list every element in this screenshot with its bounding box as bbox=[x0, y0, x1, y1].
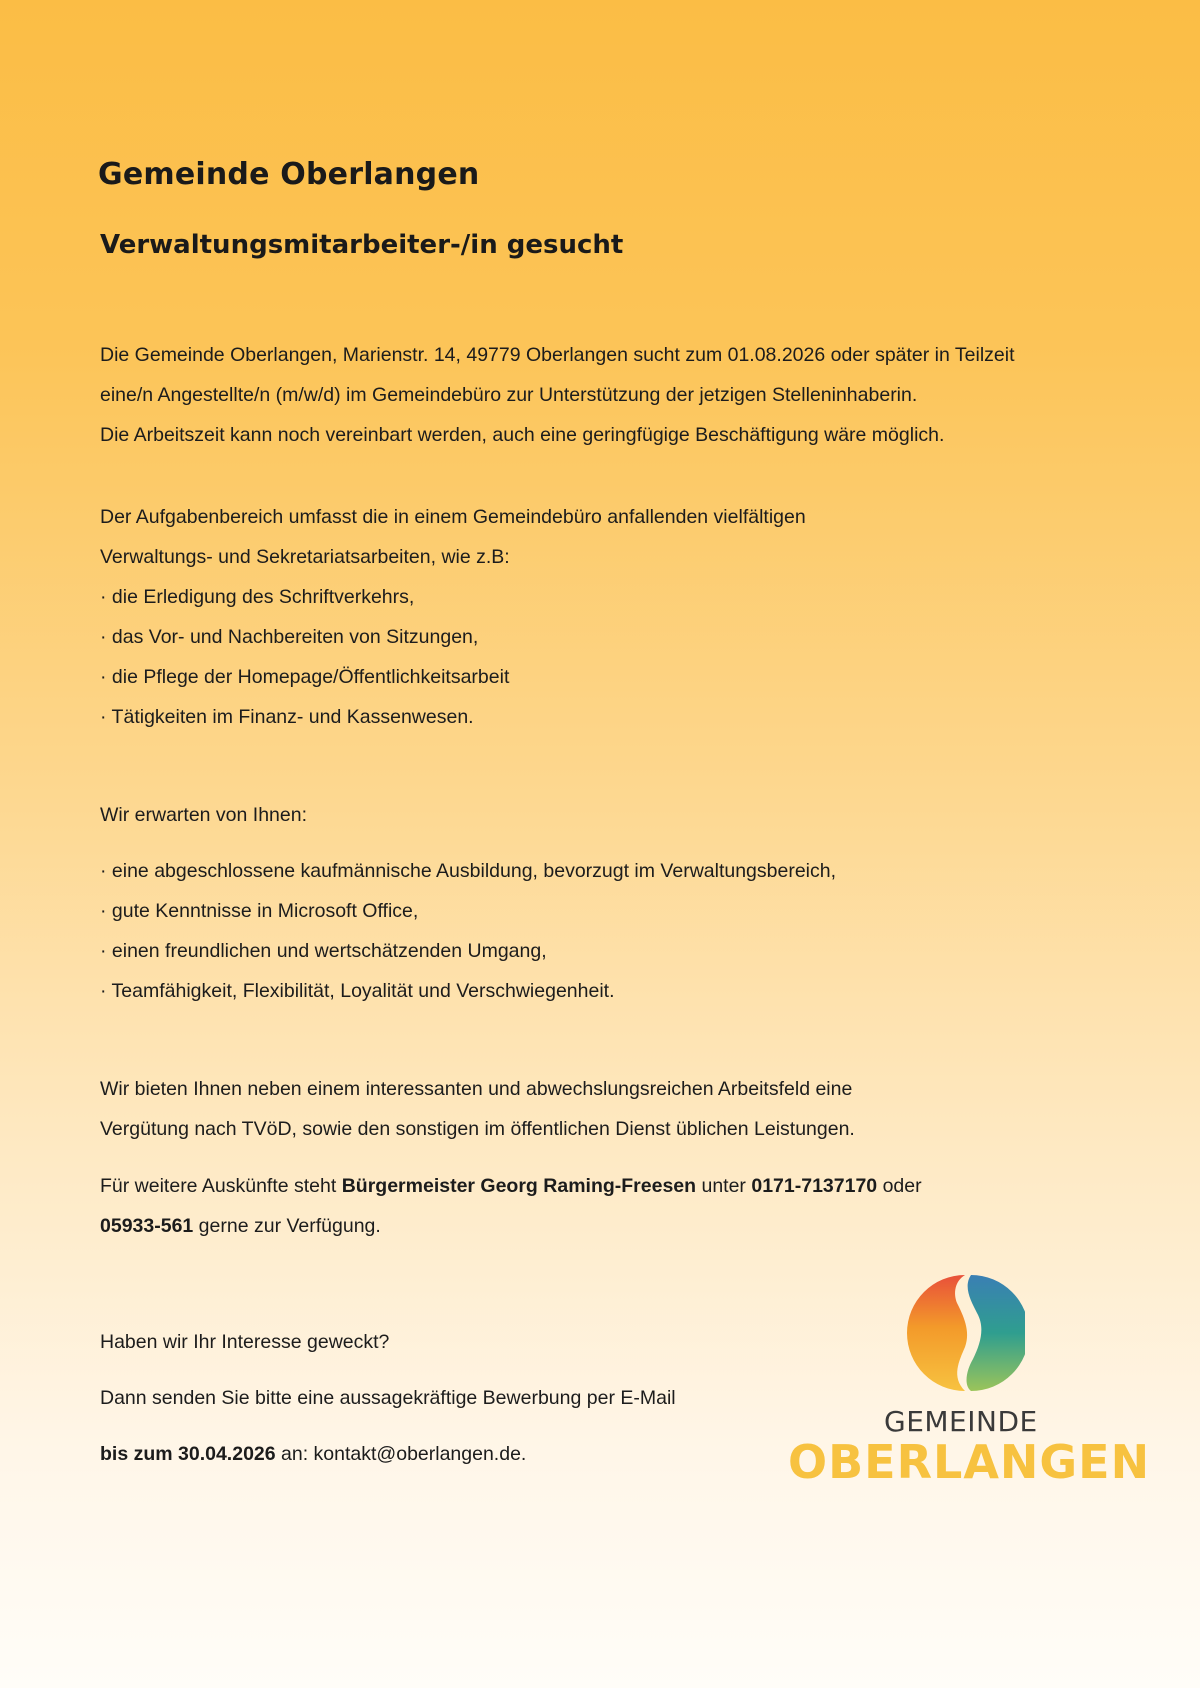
tasks-lead: Der Aufgabenbereich umfasst die in einem Gemeindebüro anfallenden vielfältigen bbox=[100, 506, 806, 528]
offer-line: Wir bieten Ihnen neben einem interessanten und abwechslungsreichen Arbeitsfeld eine bbox=[100, 1078, 853, 1100]
contact-suffix: gerne zur Verfügung. bbox=[193, 1215, 381, 1237]
application-email: an: kontakt@oberlangen.de. bbox=[275, 1443, 527, 1465]
tasks-lead: Verwaltungs- und Sekretariatsarbeiten, wie z.B: bbox=[100, 546, 510, 568]
contact-phone-mobile: 0171-7137170 bbox=[751, 1175, 878, 1197]
intro-line: eine/n Angestellte/n (m/w/d) im Gemeindebüro zur Unterstützung der jetzigen Stelleninhaberin. bbox=[100, 384, 918, 406]
logo-emblem-icon bbox=[905, 1273, 1025, 1393]
logo-text-gemeinde: GEMEINDE bbox=[884, 1405, 1038, 1438]
gemeinde-logo bbox=[780, 1265, 1151, 1495]
contact-phone-landline: 05933-561 bbox=[100, 1215, 194, 1237]
contact-prefix: Für weitere Auskünfte steht bbox=[100, 1175, 342, 1197]
contact-or: oder bbox=[877, 1175, 922, 1197]
expectation-item: · gute Kenntnisse in Microsoft Office, bbox=[100, 900, 419, 922]
application-deadline: bis zum 30.04.2026 bbox=[100, 1443, 276, 1465]
expectation-item: · einen freundlichen und wertschätzenden Umgang, bbox=[100, 940, 547, 962]
page-subtitle: Verwaltungsmitarbeiter-/in gesucht bbox=[100, 230, 624, 260]
expectation-item: · Teamfähigkeit, Flexibilität, Loyalität und Verschwiegenheit. bbox=[100, 980, 615, 1002]
application-question: Haben wir Ihr Interesse geweckt? bbox=[100, 1331, 390, 1353]
task-item: · Tätigkeiten im Finanz- und Kassenwesen. bbox=[100, 706, 474, 728]
task-item: · die Erledigung des Schriftverkehrs, bbox=[100, 586, 415, 608]
intro-line: Die Arbeitszeit kann noch vereinbart werden, auch eine geringfügige Beschäftigung wäre möglich. bbox=[100, 424, 945, 446]
logo-text-oberlangen: OBERLANGEN bbox=[788, 1435, 1151, 1489]
contact-line-1 bbox=[100, 1175, 922, 1198]
contact-person: Bürgermeister Georg Raming-Freesen bbox=[341, 1175, 697, 1197]
application-deadline-line bbox=[100, 1443, 526, 1466]
offer-line: Vergütung nach TVöD, sowie den sonstigen im öffentlichen Dienst üblichen Leistungen. bbox=[100, 1118, 855, 1140]
expectations-lead: Wir erwarten von Ihnen: bbox=[100, 804, 308, 826]
task-item: · die Pflege der Homepage/Öffentlichkeitsarbeit bbox=[100, 666, 510, 688]
intro-line: Die Gemeinde Oberlangen, Marienstr. 14, 49779 Oberlangen sucht zum 01.08.2026 oder später in Teilzeit bbox=[100, 344, 1015, 366]
task-item: · das Vor- und Nachbereiten von Sitzungen, bbox=[100, 626, 479, 648]
expectation-item: · eine abgeschlossene kaufmännische Ausbildung, bevorzugt im Verwaltungsbereich, bbox=[100, 860, 837, 882]
contact-mid: unter bbox=[696, 1175, 752, 1197]
page-title: Gemeinde Oberlangen bbox=[98, 157, 480, 192]
contact-line-2 bbox=[100, 1215, 381, 1238]
application-send: Dann senden Sie bitte eine aussagekräftige Bewerbung per E-Mail bbox=[100, 1387, 676, 1409]
